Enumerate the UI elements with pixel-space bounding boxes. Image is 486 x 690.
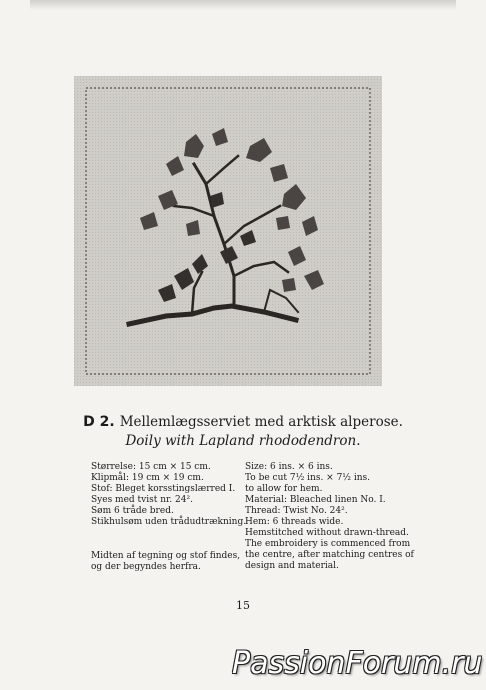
figure-caption — [0, 411, 486, 451]
doily-illustration — [74, 76, 382, 386]
instruction-line: Klipmål: 19 cm × 19 cm. — [91, 473, 204, 483]
linen-texture — [74, 76, 382, 386]
figure-title-danish: Mellemlægsserviet med arktisk alperose. — [119, 414, 403, 430]
figure-title-english: Doily with Lapland rhododendron. — [125, 433, 361, 449]
instruction-line: Hem: 6 threads wide. — [245, 517, 344, 527]
instruction-line: To be cut 7½ ins. × 7½ ins. — [245, 473, 371, 483]
instruction-line: design and material. — [245, 561, 339, 571]
instruction-line: Hemstitched without drawn-thread. — [245, 528, 409, 538]
figure-code: D 2. — [83, 414, 115, 430]
instruction-line: to allow for hem. — [245, 484, 323, 494]
danish-instructions — [91, 462, 247, 573]
instruction-line: Material: Bleached linen No. I. — [245, 495, 386, 505]
instruction-line: Størrelse: 15 cm × 15 cm. — [91, 462, 211, 472]
instruction-line: Thread: Twist No. 24². — [245, 506, 348, 516]
watermark: PassionForum.ru — [232, 646, 483, 681]
instruction-line: the centre, after matching centres of — [245, 550, 414, 560]
previous-page-bleed — [30, 0, 456, 10]
page-number: 15 — [236, 599, 250, 612]
instruction-line: Size: 6 ins. × 6 ins. — [245, 462, 333, 472]
instruction-line: Syes med tvist nr. 24². — [91, 495, 193, 505]
english-instructions — [245, 462, 414, 572]
start-note-line: Midten af tegning og stof findes, — [91, 551, 241, 561]
instruction-line: The embroidery is commenced from — [245, 539, 411, 549]
start-note-line: og der begyndes herfra. — [91, 562, 201, 572]
instruction-line: Stof: Bleget korsstingslærred I. — [91, 484, 236, 494]
instruction-line: Søm 6 tråde bred. — [91, 506, 174, 516]
embroidery-photo — [74, 76, 382, 386]
instruction-line: Stikhulsøm uden trådudtrækning. — [91, 517, 247, 527]
